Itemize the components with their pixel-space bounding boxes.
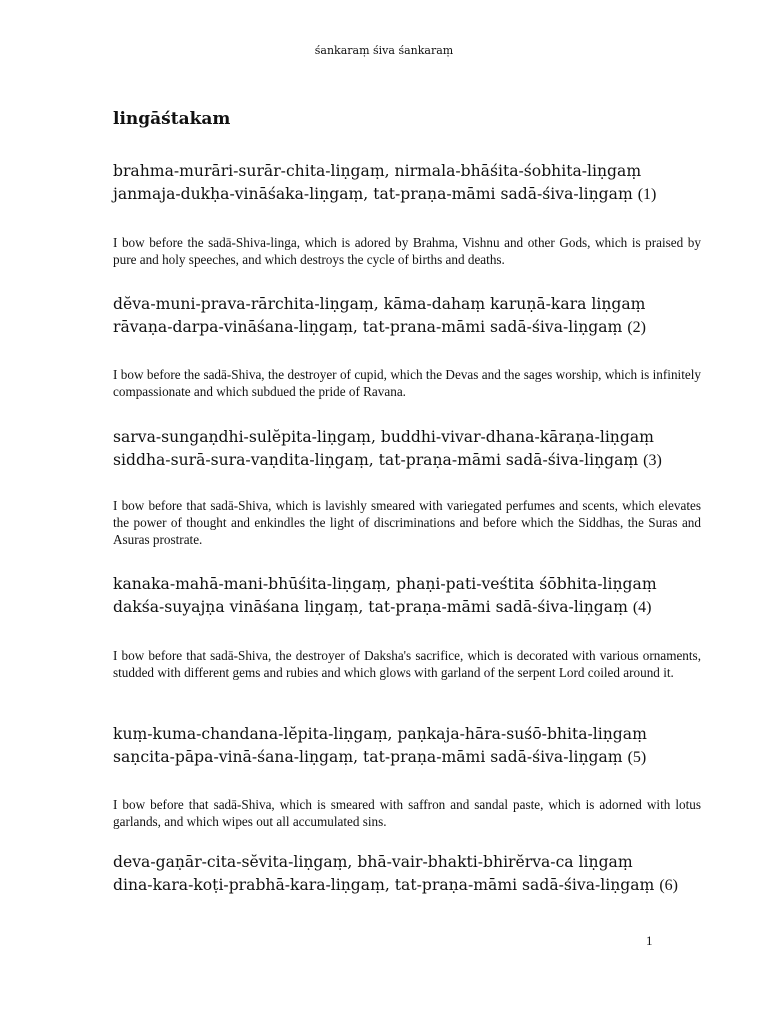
- verse-line-text: siddha-surā-sura-vaṇdita-liṇgaṃ, tat-praṇa-māmi sadā-śiva-liṇgaṃ: [113, 451, 639, 469]
- verse-line-text: janmaja-dukḥa-vināśaka-liṇgaṃ, tat-praṇa-māmi sadā-śiva-liṇgaṃ: [113, 185, 633, 203]
- verse-number: (6): [659, 877, 678, 894]
- verse-line-1: sarva-sungaṇdhi-sulĕpita-liṇgaṃ, buddhi-vivar-dhana-kāraṇa-liṇgaṃ: [113, 428, 654, 446]
- verse-line-2: [113, 183, 713, 206]
- verse-line-2: [113, 746, 713, 769]
- verse-line-1: kanaka-mahā-mani-bhūśita-liṇgaṃ, phaṇi-pati-veśtita śōbhita-liṇgaṃ: [113, 575, 657, 593]
- verse-number: (5): [627, 749, 647, 766]
- translation-2: I bow before the sadā-Shiva, the destroyer of cupid, which the Devas and the sages worship, which is infinitely compassionate and which subdued the pride of Ravana.: [113, 367, 701, 399]
- verse-stanza-2: [113, 293, 713, 339]
- running-header: śankaraṃ śiva śankaraṃ: [314, 44, 454, 57]
- translation-5: I bow before that sadā-Shiva, which is smeared with saffron and sandal paste, which is adorned with lotus garlands, and which wipes out all accumulated sins.: [113, 797, 701, 829]
- verse-stanza-5: [113, 723, 713, 769]
- verse-line-text: saṇcita-pāpa-vinā-śana-liṇgaṃ, tat-praṇa-māmi sadā-śiva-liṇgaṃ: [113, 748, 623, 766]
- verse-line-1: deva-gaṇār-cita-sĕvita-liṇgaṃ, bhā-vair-bhakti-bhirĕrva-ca liṇgaṃ: [113, 853, 633, 871]
- verse-stanza-3: [113, 426, 713, 472]
- verse-line-2: [113, 449, 713, 472]
- verse-stanza-4: [113, 573, 713, 619]
- verse-line-1: dĕva-muni-prava-rārchita-liṇgaṃ, kāma-dahaṃ karuṇā-kara liṇgaṃ: [113, 295, 646, 313]
- verse-line-1: kuṃ-kuma-chandana-lĕpita-liṇgaṃ, paṇkaja-hāra-suśō-bhita-liṇgaṃ: [113, 725, 647, 743]
- verse-number: (2): [627, 319, 646, 336]
- verse-line-2: [113, 874, 713, 897]
- verse-line-text: dakśa-suyajṇa vināśana liṇgaṃ, tat-praṇa-māmi sadā-śiva-liṇgaṃ: [113, 598, 628, 616]
- verse-stanza-1: [113, 160, 713, 206]
- verse-number: (1): [637, 186, 657, 203]
- verse-number: (4): [632, 599, 652, 616]
- translation-4: I bow before that sadā-Shiva, the destroyer of Daksha's sacrifice, which is decorated with various ornaments, studded with different gems and rubies and which glows with garland of the serpent Lord coiled around it.: [113, 648, 701, 680]
- verse-number: (3): [643, 452, 662, 469]
- verse-line-text: dina-kara-koṭi-prabhā-kara-liṇgaṃ, tat-praṇa-māmi sadā-śiva-liṇgaṃ: [113, 876, 655, 894]
- verse-line-text: rāvaṇa-darpa-vināśana-liṇgaṃ, tat-prana-māmi sadā-śiva-liṇgaṃ: [113, 318, 623, 336]
- verse-line-2: [113, 596, 713, 619]
- translation-3: I bow before that sadā-Shiva, which is lavishly smeared with variegated perfumes and scents, which elevates the power of thought and enkindles the light of discriminations and before which the Siddhas, the Suras and Asuras prostrate.: [113, 498, 701, 547]
- verse-stanza-6: [113, 851, 713, 897]
- document-title: lingāśtakam: [113, 109, 231, 129]
- verse-line-1: brahma-murāri-surār-chita-liṇgaṃ, nirmala-bhāśita-śobhita-liṇgaṃ: [113, 162, 642, 180]
- verse-line-2: [113, 316, 713, 339]
- translation-1: I bow before the sadā-Shiva-linga, which is adored by Brahma, Vishnu and other Gods, which is praised by pure and holy speeches, and which destroys the cycle of births and deaths.: [113, 235, 701, 267]
- page-number: 1: [646, 933, 653, 948]
